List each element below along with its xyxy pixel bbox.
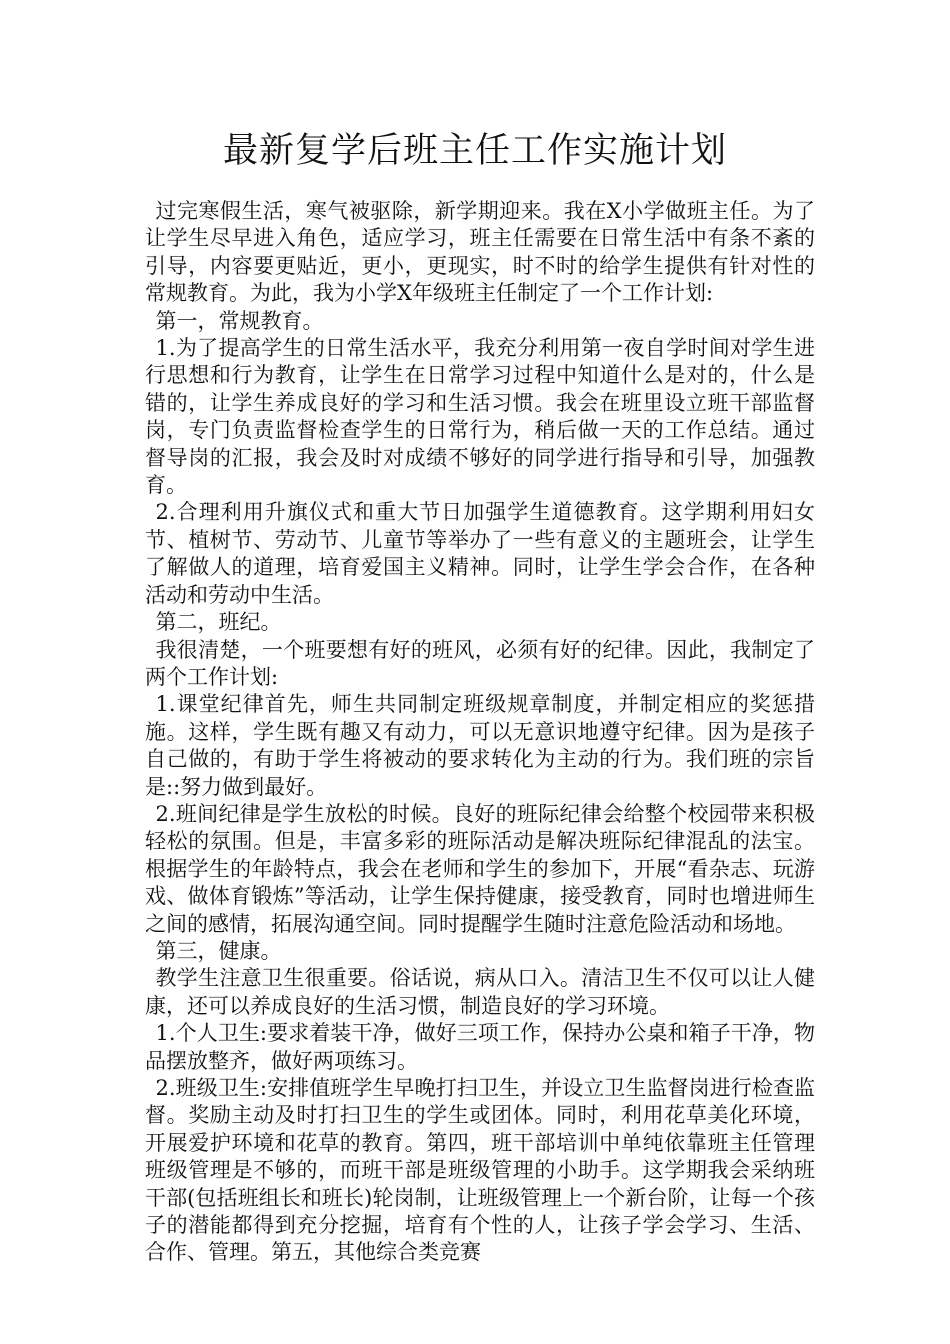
- paragraph-routine-1: 1.为了提高学生的日常生活水平，我充分利用第一夜自学时间对学生进行思想和行为教育，让学生在日常学习过程中知道什么是对的，什么是错的，让学生养成良好的学习和生活习惯。我会在班里设立班干部监督岗，专门负责监督检查学生的日常行为，稍后做一天的工作总结。通过督导岗的汇报，我会及时对成绩不够好的同学进行指导和引导，加强教育。: [145, 336, 815, 498]
- paragraph-health-1: 1.个人卫生:要求着装干净，做好三项工作，保持办公桌和箱子干净，物品摆放整齐，做好两项练习。: [145, 1021, 815, 1073]
- heading-class-discipline: 第二，班纪。: [155, 610, 282, 635]
- paragraph-discipline-1: 1.课堂纪律首先，师生共同制定班级规章制度，并制定相应的奖惩措施。这样，学生既有趣又有动力，可以无意识地遵守纪律。因为是孩子自己做的，有助于学生将被动的要求转化为主动的行为。我们班的宗旨是::努力做到最好。: [145, 692, 815, 799]
- paragraph-discipline-2: 2.班间纪律是学生放松的时候。良好的班际纪律会给整个校园带来积极轻松的氛围。但是，丰富多彩的班际活动是解决班际纪律混乱的法宝。根据学生的年龄特点，我会在老师和学生的参加下，开展“看杂志、玩游戏、做体育锻炼”等活动，让学生保持健康，接受教育，同时也增进师生之间的感情，拓展沟通空间。同时提醒学生随时注意危险活动和场地。: [145, 801, 815, 936]
- paragraph-health-intro: 教学生注意卫生很重要。俗话说，病从口入。清洁卫生不仅可以让人健康，还可以养成良好的生活习惯，制造良好的学习环境。: [145, 966, 815, 1018]
- heading-health: 第三，健康。: [155, 938, 282, 963]
- paragraph-discipline-intro: 我很清楚，一个班要想有好的班风，必须有好的纪律。因此，我制定了两个工作计划:: [145, 637, 815, 689]
- heading-routine-education: 第一，常规教育。: [155, 308, 324, 333]
- document-title: 最新复学后班主任工作实施计划: [222, 131, 727, 171]
- paragraph-intro: 过完寒假生活，寒气被驱除，新学期迎来。我在X小学做班主任。为了让学生尽早进入角色，适应学习，班主任需要在日常生活中有条不紊的引导，内容要更贴近，更小，更现实，时不时的给学生提供有针对性的常规教育。为此，我为小学X年级班主任制定了一个工作计划:: [145, 199, 815, 306]
- paragraph-routine-2: 2.合理利用升旗仪式和重大节日加强学生道德教育。这学期利用妇女节、植树节、劳动节、儿童节等举办了一些有意义的主题班会，让学生了解做人的道理，培育爱国主义精神。同时，让学生学会合作，在各种活动和劳动中生活。: [145, 500, 815, 607]
- document-body: [145, 198, 815, 1267]
- paragraph-health-2: 2.班级卫生:安排值班学生早晚打扫卫生，并设立卫生监督岗进行检查监督。奖励主动及时打扫卫生的学生或团体。同时，利用花草美化环境，开展爱护环境和花草的教育。第四，班干部培训中单纯依靠班主任管理班级管理是不够的，而班干部是班级管理的小助手。这学期我会采纳班干部(包括班组长和班长)轮岗制，让班级管理上一个新台阶，让每一个孩子的潜能都得到充分挖掘，培育有个性的人，让孩子学会学习、生活、合作、管理。第五，其他综合类竞赛: [145, 1076, 815, 1265]
